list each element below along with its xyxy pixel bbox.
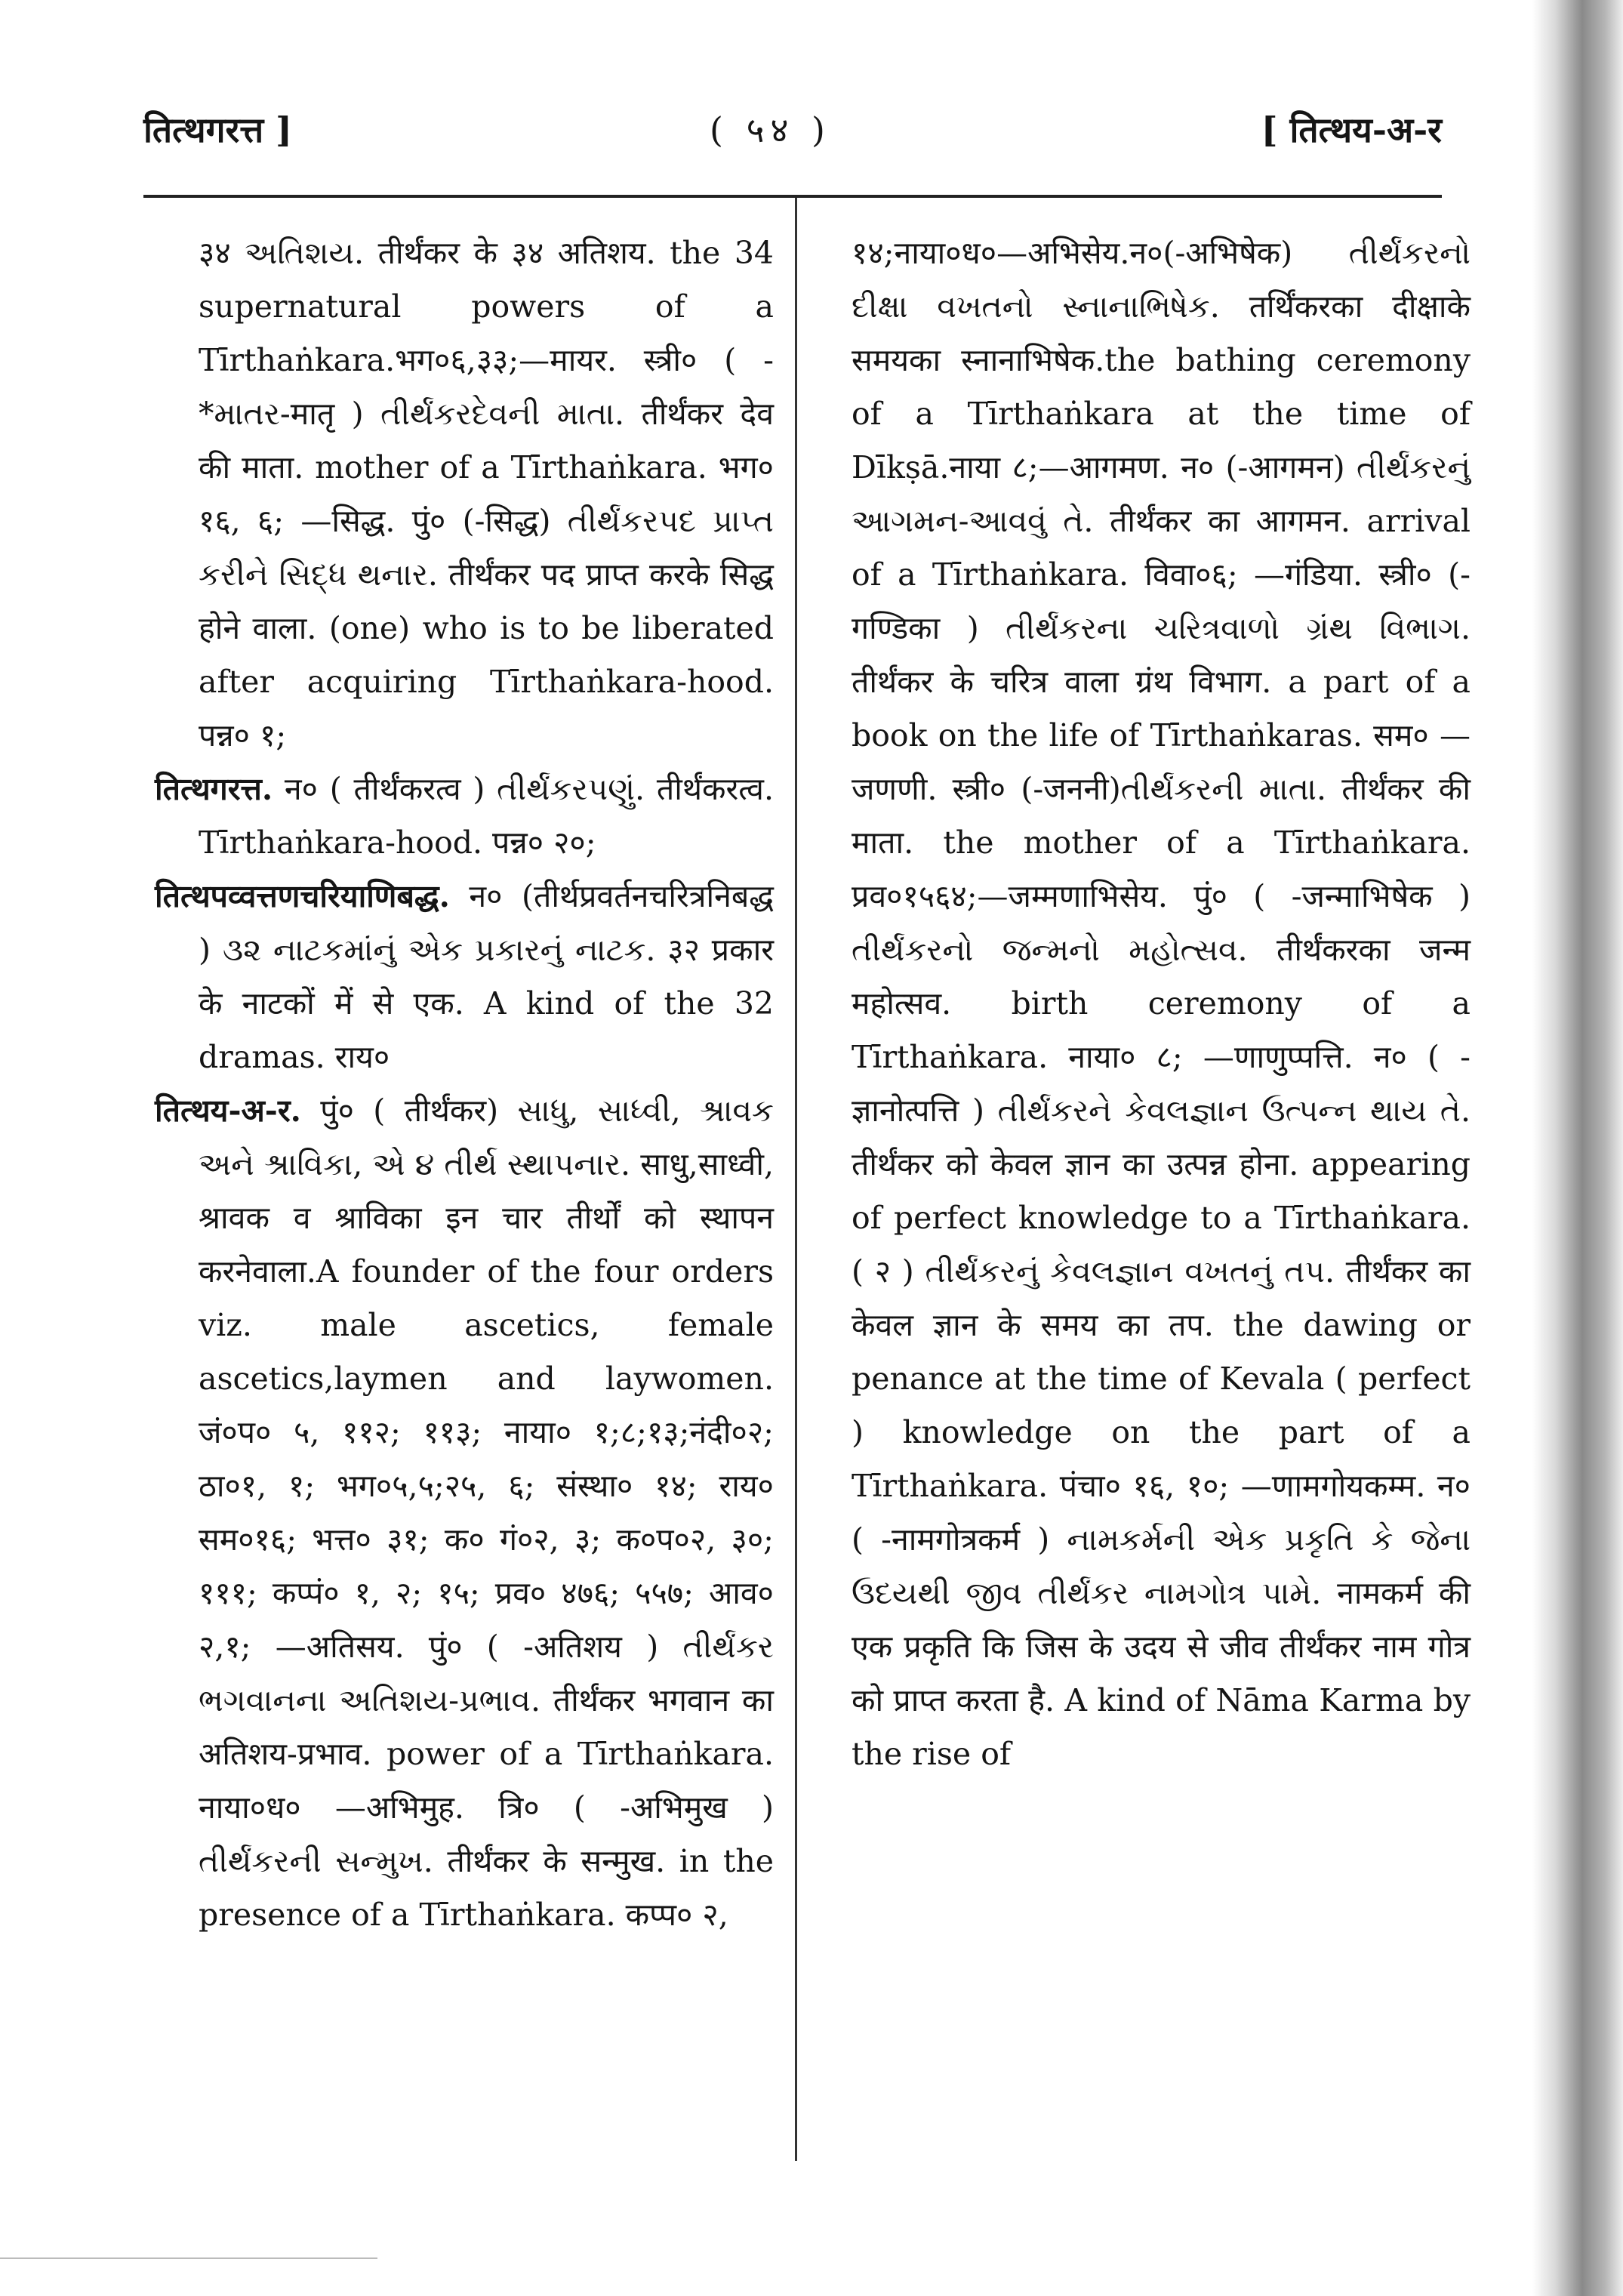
column-divider: [795, 198, 797, 2161]
entry-text: पुं० ( तीर्थंकर) સાધુ, સાધ્વી, શ્રાવક અને શ્રાવિકા, એ ૪ તીર્થ સ્થાપનાર. साधु,साध्वी, श्रावक व श्राविका इन चार तीर्थों को स्थापन करनेवाला.A founder of the four orders viz. male ascetics, female ascetics,laymen and laywomen. जं०प० ५, ११२; ११३; नाया० १;८;१३;नंदी०२; ठा०१, १; भग०५,५;२५, ६; संस्था० १४; राय० सम०१६; भत्त० ३१; क० गं०२, ३; क०प०२, ३०; १११; कप्पं० १, २; १५; प्रव० ४७६; ५५७; आव० २,१; —अतिसय. पुं० ( -अतिशय ) તીર્થંકર ભગવાનના અતિશય-પ્રભાવ. तीर्थंकर भगवान का अतिशय-प्रभाव. power of a Tīrthaṅkara. नाया०ध० —अभिमुह. त्रि० ( -अभिमुख ) તીર્થંકરની સન્મુખ. तीर्थंकर के सन्मुख. in the presence of a Tīrthaṅkara. कप्प० २,: [199, 1093, 774, 1933]
headword: तित्थगरत्त.: [155, 771, 273, 807]
scan-bottom-line: [0, 2257, 377, 2259]
continued-entry: [852, 227, 1471, 1781]
page-number: ( ५४ ): [710, 109, 831, 150]
dictionary-entry: [155, 870, 774, 1084]
left-column: [155, 227, 774, 1942]
entry-text: न० (तीर्थप्रवर्तनचरित्रनिबद्ध ) ૩૨ નાટકમાંનું એક પ્રકારનું નાટક. ३२ प्रकार के नाटकों में से एक. A kind of the 32 dramas. राय०: [199, 878, 774, 1075]
continued-entry: [155, 227, 774, 763]
right-column: [852, 227, 1471, 1781]
header-left-guide-word: तित्थगरत्त ]: [143, 109, 292, 150]
dictionary-entry: [155, 763, 774, 870]
header-rule: [143, 195, 1442, 198]
entry-text: १४;नाया०ध०—अभिसेय.न०(-अभिषेक) તીર્થંકરનો દીક્ષા વખતનો સ્નાનાભિષેક. तर्थिंकरका दीक्षाके समयका स्नानाभिषेक.the bathing ceremony of a Tīrthaṅkara at the time of Dīkṣā.नाया ८;—आगमण. न० (-आगमन) તીર્થંકરનું આગમન-આવવું તે. तीर्थंकर का आगमन. arrival of a Tīrthaṅkara. विवा०६; —गंडिया. स्त्री० (-गण्डिका ) તીર્થંકરના ચરિત્રવાળો ગ્રંથ વિભાગ. तीर्थंकर के चरित्र वाला ग्रंथ विभाग. a part of a book on the life of Tīrthaṅkaras. सम० —जणणी. स्त्री० (-जननी)તીર્થંકરની માતા. तीर्थंकर की माता. the mother of a Tīrthaṅkara. प्रव०१५६४;—जम्मणाभिसेय. पुं० ( -जन्माभिषेक ) તીર્થંકરનો જન્મનો મહોત્સવ. तीर्थंकरका जन्म महोत्सव. birth ceremony of a Tīrthaṅkara. नाया० ८; —णाणुप्पत्ति. न० ( -ज्ञानोत्पत्ति ) તીર્થંકરને કેવલજ્ઞાન ઉત્પન્ન થાય તે. तीर्थंकर को केवल ज्ञान का उत्पन्न होना. appearing of perfect knowledge to a Tīrthaṅkara. ( २ ) તીર્થંકરનું કેવલજ્ઞાન વખતનું તપ. तीर्थंकर का केवल ज्ञान के समय का तप. the dawing or penance at the time of Kevala ( perfect ) knowledge on the part of a Tīrthaṅkara. पंचा० १६, १०; —णामगोयकम्म. न० ( -नामगोत्रकर्म ) નામકર્મની એક પ્રકૃતિ કે જેના ઉદયથી જીવ તીર્થંકર નામગોત્ર પામે. नामकर्म की एक प्रकृति कि जिस के उदय से जीव तीर्थंकर नाम गोत्र को प्राप्त करता है. A kind of Nāma Karma by the rise of: [852, 235, 1471, 1772]
page-header: [143, 106, 1442, 166]
entry-text: ३४ અતિશય. तीर्थंकर के ३४ अतिशय. the 34 supernatural powers of a Tīrthaṅkara.भग०६,३३;—मायर. स्त्री० ( -*માતર-मातृ ) તીર્થંકરદેવની માતા. तीर्थंकर देव की माता. mother of a Tīrthaṅkara. भग० १६, ६; —सिद्ध. पुं० (-सिद्ध) તીર્થંકરપદ પ્રાપ્ત કરીને સિદ્ધ થનાર. तीर्थंकर पद प्राप्त करके सिद्ध होने वाला. (one) who is to be liberated after acquiring Tīrthaṅkara-hood. पन्न० १;: [199, 235, 774, 754]
headword: तित्थपव्वत्तणचरियाणिबद्ध.: [155, 878, 450, 914]
header-right-guide-word: [ तित्थय-अ-र: [1261, 109, 1442, 150]
scan-edge-shadow: [1532, 0, 1623, 2296]
entry-text: न० ( तीर्थंकरत्व ) તીર્થંકરપણું. तीर्थंकरत्व. Tīrthaṅkara-hood. पन्न० २०;: [199, 771, 774, 861]
headword: तित्थय-अ-र.: [155, 1093, 301, 1129]
dictionary-entry: [155, 1084, 774, 1942]
